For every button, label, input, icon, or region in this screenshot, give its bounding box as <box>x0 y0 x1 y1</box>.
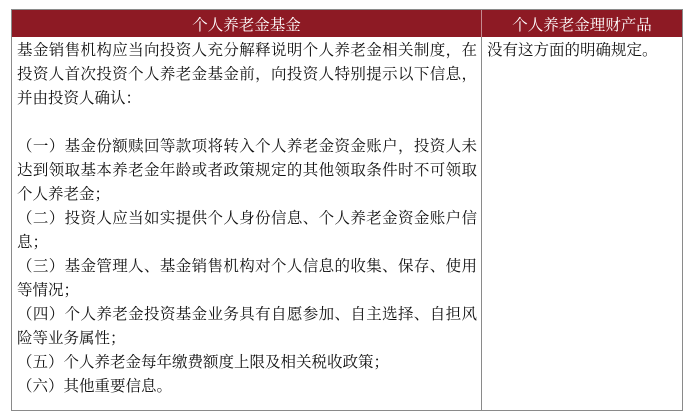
header-pension-wealth-product: 个人养老金理财产品 <box>512 15 652 34</box>
list-item: （五）个人养老金每年缴费额度上限及相关税收政策； <box>17 353 390 371</box>
header-pension-fund: 个人养老金基金 <box>12 10 482 37</box>
list-item: （三）基金管理人、基金销售机构对个人信息的收集、保存、使用等情况； <box>17 257 477 299</box>
paragraph-gap <box>17 110 477 134</box>
list-item: （一）基金份额赎回等款项将转入个人养老金资金账户，投资人未达到领取基本养老金年龄或者政策规定的其他领取条件时不可领取个人养老金； <box>17 137 477 203</box>
table-header-row <box>12 10 682 37</box>
no-regulation-note: 没有这方面的明确规定。 <box>487 41 658 59</box>
list-item: （六）其他重要信息。 <box>17 377 173 395</box>
list-item: （二）投资人应当如实提供个人身份信息、个人养老金资金账户信息； <box>17 209 477 251</box>
list-item: （四）个人养老金投资基金业务具有自愿参加、自主选择、自担风险等业务属性； <box>17 305 477 347</box>
comparison-table <box>11 9 683 411</box>
pension-wealth-product-cell <box>482 37 682 410</box>
pension-fund-cell <box>12 37 482 410</box>
table-body-row <box>12 37 682 410</box>
intro-paragraph: 基金销售机构应当向投资人充分解释说明个人养老金相关制度，在投资人首次投资个人养老金基金前，向投资人特别提示以下信息，并由投资人确认： <box>17 41 477 107</box>
